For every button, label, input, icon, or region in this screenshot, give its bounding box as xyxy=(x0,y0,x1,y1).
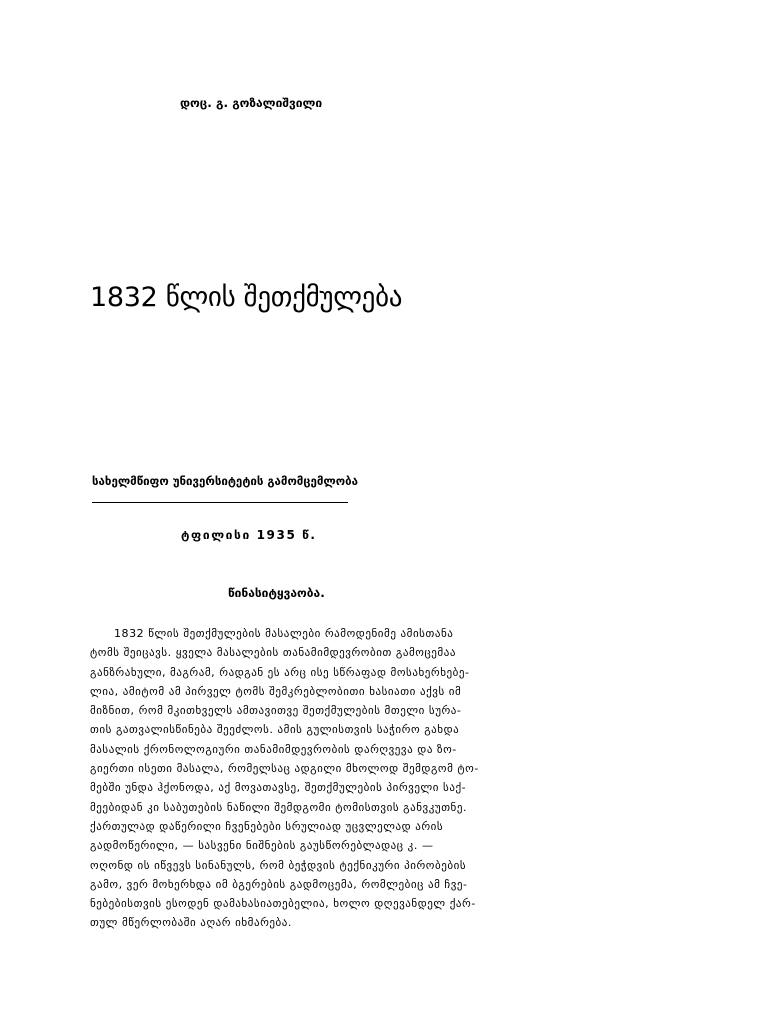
publisher-name: სახელმწიფო უნივერსიტეტის გამომცემლობა xyxy=(92,474,358,488)
foreword-line: მიზნით, რომ მკითხველს ამთავითვე შეთქმულების მთელი სურა- xyxy=(90,704,462,718)
foreword-line: გამო, ვერ მოხერხდა იმ ბგერების გადმოცემა, რომლებიც ამ ჩვე- xyxy=(90,877,468,891)
foreword-body xyxy=(90,624,530,933)
publisher-divider xyxy=(92,502,348,503)
foreword-line: ოღონდ ის იწვევს სინანულს, რომ ბეჭდვის ტექნიკური პირობების xyxy=(90,858,467,872)
place-and-date: ტფილისი 1935 წ. xyxy=(181,528,317,542)
foreword-line: თის გათვალისწინება შეეძლოს. ამის გულისთვის საჭირო გახდა xyxy=(90,723,460,737)
author-name: დოც. გ. გოზალიშვილი xyxy=(180,96,323,110)
page-title: 1832 წლის შეთქმულება xyxy=(90,282,403,313)
foreword-line: მებში უნდა ჰქონოდა, აქ მოვათავსე, შეთქმულების პირველი საქ- xyxy=(90,781,467,795)
foreword-line: გიერთი ისეთი მასალა, რომელსაც ადგილი მხოლოდ შემდგომ ტო- xyxy=(90,762,479,776)
foreword-line: მასალის ქრონოლოგიური თანამიმდევრობის დარღვევა და ზო- xyxy=(90,742,457,756)
foreword-line: განზრახული, მაგრამ, რადგან ეს არც ისე სწრაფად მოსახერხებე- xyxy=(90,665,470,679)
foreword-line: მეებიდან კი საბუთების ნაწილი შემდგომი ტომისთვის განვკუთნე. xyxy=(90,800,468,814)
foreword-heading: წინასიტყვაობა. xyxy=(228,586,325,600)
foreword-line: გადმოწერილი, — სასვენი ნიშნების გაუსწორებლადაც კ. — xyxy=(90,839,434,853)
foreword-line: ლია, ამიტომ ამ პირველ ტომს შემკრებლობითი ხასიათი აქვს იმ xyxy=(90,684,462,698)
foreword-line: თულ მწერლობაში აღარ იხმარება. xyxy=(90,916,292,930)
foreword-line: ტომს შეიცავს. ყველა მასალების თანამიმდევრობით გამოცემაა xyxy=(90,646,457,660)
foreword-line: 1832 წლის შეთქმულების მასალები რამოდენიმე ამისთანა xyxy=(114,627,454,640)
foreword-line: ნებებისთვის ესოდენ დამახასიათებელია, ხოლო დღევანდელ ქარ- xyxy=(90,897,476,911)
foreword-line: ქართულად დაწერილი ჩვენებები სრულიად უცვლელად არის xyxy=(90,819,444,833)
